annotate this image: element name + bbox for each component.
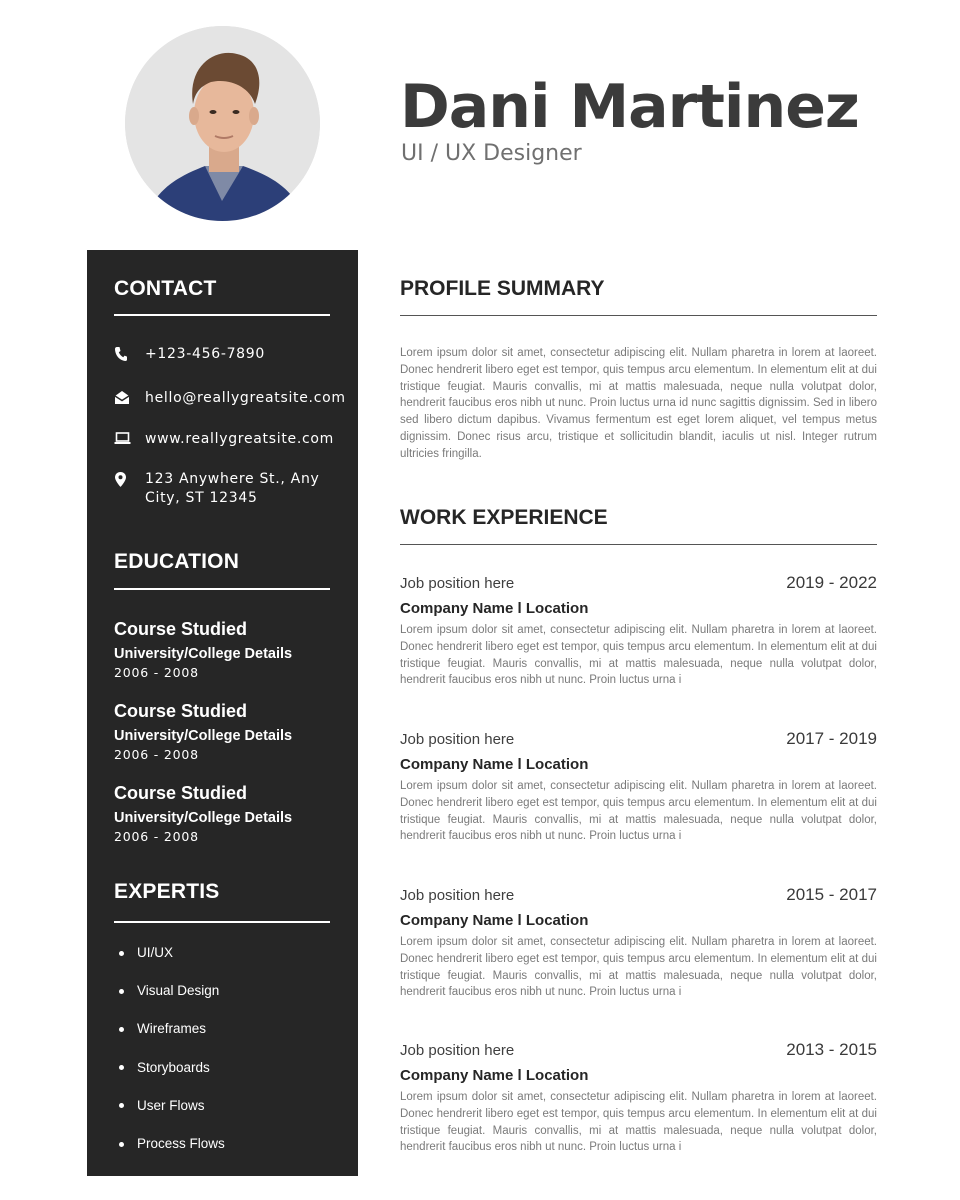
- expertise-divider: [114, 921, 330, 923]
- job-position: Job position here: [400, 575, 515, 592]
- expertise-heading: EXPERTIS: [114, 880, 220, 903]
- sidebar: [87, 250, 358, 1176]
- expertise-label: UI/UX: [137, 945, 174, 961]
- work-experience-heading: WORK EXPERIENCE: [400, 506, 608, 529]
- list-item: [119, 1049, 319, 1087]
- address-text: 123 Anywhere St., Any City, ST 12345: [145, 471, 320, 506]
- contact-divider: [114, 314, 330, 316]
- profile-summary-heading: PROFILE SUMMARY: [400, 277, 605, 300]
- email-text: hello@reallygreatsite.com: [145, 390, 346, 406]
- expertise-label: User Flows: [137, 1097, 205, 1113]
- contact-heading: CONTACT: [114, 277, 217, 300]
- list-item: [119, 1010, 319, 1048]
- job-description: Lorem ipsum dolor sit amet, consectetur adipiscing elit. Nullam pharetra in lorem at laoreet. Donec hendrerit libero eget est tempor, quis tempus arcu elementum. In elementum elit at dui tristique feugiat. Mauris convallis, mi at mattis malesuada, neque nulla volutpat dolor, hendrerit faucibus eros nibh ut nunc. Proin luctus urna i: [400, 1091, 877, 1154]
- bullet-icon: [119, 1065, 124, 1070]
- job-entry: [400, 575, 877, 705]
- work-experience-divider: [400, 544, 877, 545]
- job-years: 2015 - 2017: [786, 885, 877, 904]
- location-pin-icon: [114, 470, 145, 493]
- job-years: 2019 - 2022: [786, 573, 877, 592]
- contact-email: [114, 389, 346, 410]
- bullet-icon: [119, 1027, 124, 1032]
- education-years: 2006 - 2008: [114, 747, 199, 762]
- contact-address: [114, 470, 334, 508]
- laptop-icon: [114, 430, 145, 450]
- phone-text: +123-456-7890: [145, 346, 266, 362]
- education-item: [114, 782, 334, 846]
- expertise-label: Visual Design: [137, 983, 220, 999]
- bullet-icon: [119, 1103, 124, 1108]
- job-company: Company Name l Location: [400, 912, 589, 929]
- job-entry: [400, 1042, 877, 1172]
- job-position: Job position here: [400, 1042, 515, 1059]
- expertise-label: Process Flows: [137, 1136, 225, 1152]
- job-entry: [400, 887, 877, 1017]
- contact-website: [114, 430, 334, 450]
- bullet-icon: [119, 989, 124, 994]
- job-company: Company Name l Location: [400, 1067, 589, 1084]
- job-years: 2017 - 2019: [786, 729, 877, 748]
- expertise-label: Storyboards: [137, 1059, 210, 1075]
- list-item: [119, 972, 319, 1010]
- expertise-label: Wireframes: [137, 1021, 207, 1037]
- education-school: University/College Details: [114, 728, 293, 744]
- education-course: Course Studied: [114, 701, 248, 721]
- education-years: 2006 - 2008: [114, 665, 199, 680]
- job-years: 2013 - 2015: [786, 1040, 877, 1059]
- phone-icon: [114, 345, 145, 367]
- education-school: University/College Details: [114, 646, 293, 662]
- list-item: [119, 1125, 319, 1163]
- profile-photo: [125, 26, 320, 221]
- education-course: Course Studied: [114, 783, 248, 803]
- job-entry: [400, 731, 877, 861]
- envelope-icon: [114, 389, 145, 410]
- profile-summary-text: Lorem ipsum dolor sit amet, consectetur adipiscing elit. Nullam pharetra in lorem at laoreet. Donec hendrerit libero eget est tempor, quis tempus arcu elementum. In elementum elit at dui tristique feugiat. Mauris convallis, mi at mattis malesuada, neque nulla volutpat dolor, hendrerit faucibus eros nibh ut nunc. Proin luctus urna id nunc sagittis dignissim. Sed in libero sed libero dictum dapibus. Vivamus fermentum est eget lorem aliquet, vel tempus metus dignissim. Donec risus arcu, tristique et sollicitudin blandit, iaculis ut nisl. Integer rutrum ultricies fringilla.: [400, 347, 877, 460]
- candidate-name: Dani Martinez: [400, 72, 859, 142]
- education-heading: EDUCATION: [114, 550, 240, 573]
- contact-phone: [114, 345, 334, 367]
- education-course: Course Studied: [114, 619, 248, 639]
- list-item: [119, 1087, 319, 1125]
- job-company: Company Name l Location: [400, 600, 589, 617]
- candidate-role: UI / UX Designer: [401, 141, 582, 166]
- bullet-icon: [119, 951, 124, 956]
- education-item: [114, 700, 334, 764]
- job-company: Company Name l Location: [400, 756, 589, 773]
- job-description: Lorem ipsum dolor sit amet, consectetur adipiscing elit. Nullam pharetra in lorem at laoreet. Donec hendrerit libero eget est tempor, quis tempus arcu elementum. In elementum elit at dui tristique feugiat. Mauris convallis, mi at mattis malesuada, neque nulla volutpat dolor, hendrerit faucibus eros nibh ut nunc. Proin luctus urna i: [400, 624, 877, 687]
- website-text: www.reallygreatsite.com: [145, 431, 334, 447]
- bullet-icon: [119, 1142, 124, 1147]
- education-item: [114, 618, 334, 682]
- job-description: Lorem ipsum dolor sit amet, consectetur adipiscing elit. Nullam pharetra in lorem at laoreet. Donec hendrerit libero eget est tempor, quis tempus arcu elementum. In elementum elit at dui tristique feugiat. Mauris convallis, mi at mattis malesuada, neque nulla volutpat dolor, hendrerit faucibus eros nibh ut nunc. Proin luctus urna i: [400, 936, 877, 999]
- profile-summary-divider: [400, 315, 877, 316]
- education-years: 2006 - 2008: [114, 829, 199, 844]
- education-divider: [114, 588, 330, 590]
- job-position: Job position here: [400, 731, 515, 748]
- list-item: [119, 934, 319, 972]
- education-school: University/College Details: [114, 810, 293, 826]
- job-position: Job position here: [400, 887, 515, 904]
- expertise-list: [119, 934, 319, 1163]
- job-description: Lorem ipsum dolor sit amet, consectetur adipiscing elit. Nullam pharetra in lorem at laoreet. Donec hendrerit libero eget est tempor, quis tempus arcu elementum. In elementum elit at dui tristique feugiat. Mauris convallis, mi at mattis malesuada, neque nulla volutpat dolor, hendrerit faucibus eros nibh ut nunc. Proin luctus urna i: [400, 780, 877, 843]
